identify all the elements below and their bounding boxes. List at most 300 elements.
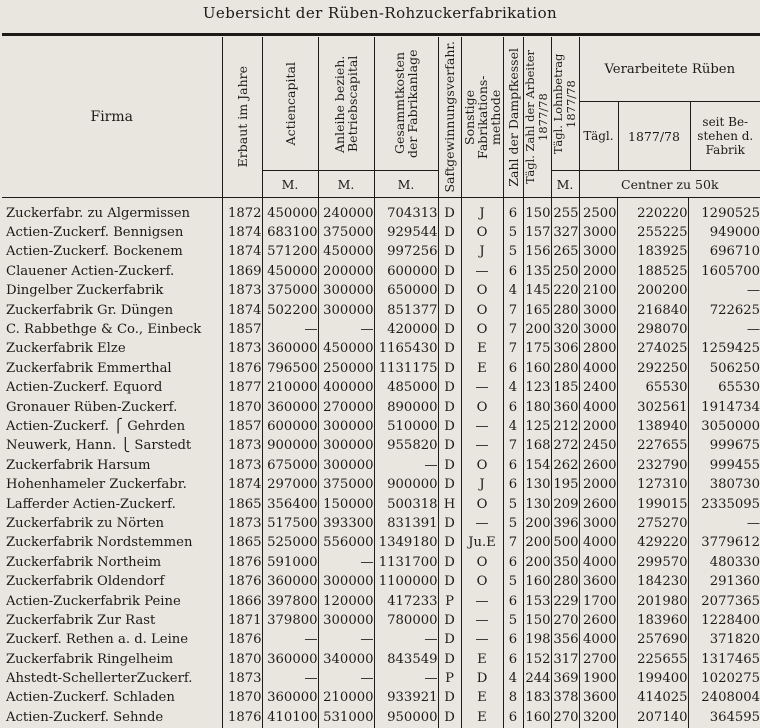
table-cell: 297000: [262, 475, 318, 494]
table-cell: 6: [503, 204, 523, 223]
table-cell: 375000: [262, 282, 318, 301]
table-cell: E: [461, 689, 503, 708]
table-cell: 1914734: [688, 398, 760, 417]
table-cell: 1857: [222, 320, 262, 339]
firma-cell: Gronauer Rüben-Zuckerf.: [2, 398, 222, 417]
table-cell: 1259425: [688, 340, 760, 359]
table-cell: 414025: [617, 689, 688, 708]
firma-cell: Zuckerfabrik Northeim: [2, 553, 222, 572]
table-cell: 7: [503, 437, 523, 456]
table-cell: —: [461, 379, 503, 398]
table-cell: 250: [551, 262, 579, 281]
table-row: [2, 553, 760, 572]
table-cell: 417233: [374, 592, 438, 611]
sugar-factories-table: [2, 37, 760, 728]
table-cell: 1870: [222, 689, 262, 708]
table-cell: 1874: [222, 301, 262, 320]
table-cell: 185: [551, 379, 579, 398]
table-cell: 270000: [318, 398, 374, 417]
table-cell: 157: [523, 223, 551, 242]
table-cell: 200: [523, 553, 551, 572]
table-cell: 1865: [222, 534, 262, 553]
table-cell: J: [461, 243, 503, 262]
table-cell: 250000: [318, 359, 374, 378]
table-cell: 7: [503, 340, 523, 359]
table-cell: 340000: [318, 650, 374, 669]
table-cell: D: [438, 417, 461, 436]
table-cell: 3050000: [688, 417, 760, 436]
table-cell: 506250: [688, 359, 760, 378]
table-cell: 1870: [222, 650, 262, 669]
table-cell: 150000: [318, 495, 374, 514]
table-cell: 198: [523, 631, 551, 650]
table-row: [2, 456, 760, 475]
table-cell: 556000: [318, 534, 374, 553]
header-jahr: 1877/78: [618, 102, 690, 170]
table-cell: 216840: [617, 301, 688, 320]
table-cell: 393300: [318, 514, 374, 533]
firma-cell: Actien-Zuckerf. Bennigsen: [2, 223, 222, 242]
table-cell: 6: [503, 456, 523, 475]
table-cell: 153: [523, 592, 551, 611]
table-cell: 1165430: [374, 340, 438, 359]
table-cell: 199400: [617, 669, 688, 688]
table-cell: 1873: [222, 437, 262, 456]
table-cell: 65530: [617, 379, 688, 398]
table-cell: 6: [503, 650, 523, 669]
table-cell: —: [374, 669, 438, 688]
table-cell: 420000: [374, 320, 438, 339]
table-cell: —: [461, 262, 503, 281]
table-cell: 600000: [374, 262, 438, 281]
table-cell: 6: [503, 398, 523, 417]
table-cell: 933921: [374, 689, 438, 708]
table-cell: 200: [523, 514, 551, 533]
table-cell: 831391: [374, 514, 438, 533]
table-row: [2, 398, 760, 417]
table-row: [2, 631, 760, 650]
table-cell: 327: [551, 223, 579, 242]
table-cell: 292250: [617, 359, 688, 378]
unit-anleihe: M.: [318, 171, 374, 198]
table-cell: 1874: [222, 223, 262, 242]
table-cell: D: [438, 340, 461, 359]
table-cell: 410100: [262, 708, 318, 727]
firma-cell: Actien-Zuckerf. Equord: [2, 379, 222, 398]
table-cell: 1873: [222, 282, 262, 301]
table-cell: 130: [523, 475, 551, 494]
table-cell: 200200: [617, 282, 688, 301]
table-cell: 4: [503, 669, 523, 688]
table-cell: 156: [523, 243, 551, 262]
table-cell: —: [318, 553, 374, 572]
table-cell: H: [438, 495, 461, 514]
table-cell: O: [461, 398, 503, 417]
table-cell: O: [461, 301, 503, 320]
table-cell: 900000: [374, 475, 438, 494]
table-cell: 683100: [262, 223, 318, 242]
table-cell: 929544: [374, 223, 438, 242]
table-cell: 183925: [617, 243, 688, 262]
table-cell: 255225: [617, 223, 688, 242]
table-cell: 2000: [579, 417, 617, 436]
table-cell: 4000: [579, 534, 617, 553]
firma-cell: Zuckerfabr. zu Algermissen: [2, 204, 222, 223]
table-cell: D: [438, 320, 461, 339]
table-cell: 356: [551, 631, 579, 650]
table-cell: 650000: [374, 282, 438, 301]
table-row: [2, 340, 760, 359]
table-cell: E: [461, 708, 503, 727]
table-cell: 3000: [579, 243, 617, 262]
table-cell: D: [438, 398, 461, 417]
table-cell: —: [461, 437, 503, 456]
header-saftgewinnung: Saftgewinnungsverfahr.: [438, 37, 461, 198]
table-cell: D: [438, 262, 461, 281]
table-cell: 3779612: [688, 534, 760, 553]
table-cell: 8: [503, 689, 523, 708]
table-row: [2, 708, 760, 727]
table-cell: D: [438, 514, 461, 533]
table-cell: 209: [551, 495, 579, 514]
table-cell: 2500: [579, 204, 617, 223]
table-cell: 4: [503, 417, 523, 436]
table-cell: 188525: [617, 262, 688, 281]
table-cell: 999455: [688, 456, 760, 475]
table-cell: 1857: [222, 417, 262, 436]
table-cell: 2335095: [688, 495, 760, 514]
table-cell: —: [461, 611, 503, 630]
table-cell: P: [438, 592, 461, 611]
table-cell: 360000: [262, 572, 318, 591]
table-cell: 360000: [262, 398, 318, 417]
table-cell: —: [262, 631, 318, 650]
header-erbaut: Erbaut im Jahre: [222, 37, 262, 198]
table-cell: 5: [503, 611, 523, 630]
table-cell: 7: [503, 534, 523, 553]
table-cell: D: [438, 650, 461, 669]
table-row: [2, 611, 760, 630]
table-cell: D: [438, 282, 461, 301]
table-cell: 510000: [374, 417, 438, 436]
table-cell: 300000: [318, 456, 374, 475]
table-cell: 125: [523, 417, 551, 436]
table-cell: 450000: [318, 243, 374, 262]
table-row: [2, 204, 760, 223]
table-cell: 6: [503, 475, 523, 494]
table-cell: 1873: [222, 514, 262, 533]
table-cell: Ju.E: [461, 534, 503, 553]
table-cell: 1866: [222, 592, 262, 611]
table-cell: 450000: [262, 262, 318, 281]
table-cell: 360: [551, 398, 579, 417]
table-cell: 375000: [318, 223, 374, 242]
table-cell: 1020275: [688, 669, 760, 688]
table-cell: 1700: [579, 592, 617, 611]
table-cell: 949000: [688, 223, 760, 242]
table-cell: 1100000: [374, 572, 438, 591]
table-cell: 272: [551, 437, 579, 456]
table-cell: 2408004: [688, 689, 760, 708]
table-cell: 999675: [688, 437, 760, 456]
firma-cell: Hohenhameler Zuckerfabr.: [2, 475, 222, 494]
table-cell: 1876: [222, 631, 262, 650]
table-cell: 6: [503, 262, 523, 281]
table-cell: 175: [523, 340, 551, 359]
table-cell: 371820: [688, 631, 760, 650]
table-cell: 183960: [617, 611, 688, 630]
table-cell: 1131700: [374, 553, 438, 572]
table-cell: 6: [503, 359, 523, 378]
table-cell: —: [461, 631, 503, 650]
table-cell: 591000: [262, 553, 318, 572]
table-cell: 3200: [579, 708, 617, 727]
header-sonstige: Sonstige Fabrikations- methode: [461, 37, 503, 198]
table-cell: D: [438, 611, 461, 630]
table-row: [2, 475, 760, 494]
table-cell: 280: [551, 572, 579, 591]
table-cell: 950000: [374, 708, 438, 727]
table-cell: 265: [551, 243, 579, 262]
table-cell: 1290525: [688, 204, 760, 223]
table-row: [2, 243, 760, 262]
table-cell: O: [461, 282, 503, 301]
table-cell: —: [461, 592, 503, 611]
table-cell: 450000: [318, 340, 374, 359]
firma-cell: Zuckerfabrik zu Nörten: [2, 514, 222, 533]
table-cell: —: [461, 514, 503, 533]
table-cell: 2800: [579, 340, 617, 359]
table-cell: 183: [523, 689, 551, 708]
table-row: [2, 650, 760, 669]
table-cell: 360000: [262, 689, 318, 708]
table-cell: 2400: [579, 379, 617, 398]
table-cell: D: [438, 631, 461, 650]
table-cell: D: [438, 243, 461, 262]
table-cell: 450000: [262, 204, 318, 223]
table-cell: 227655: [617, 437, 688, 456]
firma-cell: C. Rabbethge & Co., Einbeck: [2, 320, 222, 339]
table-cell: O: [461, 456, 503, 475]
table-cell: D: [438, 359, 461, 378]
table-cell: 2600: [579, 611, 617, 630]
table-cell: 1317465: [688, 650, 760, 669]
table-cell: 380730: [688, 475, 760, 494]
table-row: [2, 669, 760, 688]
table-cell: 5: [503, 514, 523, 533]
table-cell: —: [318, 320, 374, 339]
table-cell: D: [438, 534, 461, 553]
table-cell: 3000: [579, 320, 617, 339]
table-cell: 3000: [579, 514, 617, 533]
table-row: [2, 572, 760, 591]
table-cell: 152: [523, 650, 551, 669]
table-cell: 201980: [617, 592, 688, 611]
table-cell: 165: [523, 301, 551, 320]
table-cell: 2000: [579, 262, 617, 281]
table-cell: 500: [551, 534, 579, 553]
firma-cell: Actien-Zuckerf. Sehnde: [2, 708, 222, 727]
table-cell: 200: [523, 534, 551, 553]
table-cell: 150: [523, 204, 551, 223]
table-cell: 160: [523, 708, 551, 727]
table-cell: 4: [503, 282, 523, 301]
table-cell: 150: [523, 611, 551, 630]
table-cell: 4000: [579, 398, 617, 417]
table-cell: —: [374, 631, 438, 650]
table-cell: 3000: [579, 223, 617, 242]
table-cell: D: [438, 689, 461, 708]
table-cell: 300000: [318, 611, 374, 630]
firma-cell: Zuckerfabrik Gr. Düngen: [2, 301, 222, 320]
table-cell: 1900: [579, 669, 617, 688]
top-rule: [2, 33, 760, 36]
table-cell: 1873: [222, 669, 262, 688]
table-cell: 5: [503, 223, 523, 242]
table-cell: 1877: [222, 379, 262, 398]
table-row: [2, 262, 760, 281]
table-cell: 955820: [374, 437, 438, 456]
table-cell: 851377: [374, 301, 438, 320]
table-cell: —: [461, 417, 503, 436]
table-cell: 843549: [374, 650, 438, 669]
table-cell: O: [461, 223, 503, 242]
table-row: [2, 592, 760, 611]
firma-cell: Actien-Zuckerf. Schladen: [2, 689, 222, 708]
table-row: [2, 359, 760, 378]
page-title: Uebersicht der Rüben-Rohzuckerfabrikation: [0, 4, 760, 22]
table-cell: 890000: [374, 398, 438, 417]
table-cell: 200: [523, 320, 551, 339]
table-cell: 400000: [318, 379, 374, 398]
table-cell: D: [438, 708, 461, 727]
table-cell: 300000: [318, 417, 374, 436]
table-cell: 1228400: [688, 611, 760, 630]
unit-gesammtkosten: M.: [374, 171, 438, 198]
table-cell: 291360: [688, 572, 760, 591]
table-cell: 229: [551, 592, 579, 611]
table-cell: D: [438, 437, 461, 456]
table-cell: D: [438, 301, 461, 320]
table-cell: 3000: [579, 301, 617, 320]
table-cell: —: [688, 282, 760, 301]
table-cell: 360000: [262, 650, 318, 669]
table-cell: 1876: [222, 359, 262, 378]
table-cell: E: [461, 340, 503, 359]
table-cell: 6: [503, 631, 523, 650]
table-cell: 1865: [222, 495, 262, 514]
table-cell: 1873: [222, 340, 262, 359]
table-cell: 184230: [617, 572, 688, 591]
table-cell: O: [461, 495, 503, 514]
table-cell: 396: [551, 514, 579, 533]
table-cell: D: [438, 223, 461, 242]
firma-cell: Actien-Zuckerfabrik Peine: [2, 592, 222, 611]
table-cell: —: [318, 669, 374, 688]
table-cell: 600000: [262, 417, 318, 436]
table-cell: 2077365: [688, 592, 760, 611]
table-cell: D: [438, 379, 461, 398]
table-cell: 240000: [318, 204, 374, 223]
table-cell: 300000: [318, 301, 374, 320]
header-firma: Firma: [2, 37, 222, 198]
table-cell: 200000: [318, 262, 374, 281]
table-cell: 7: [503, 301, 523, 320]
firma-cell: Ahstedt-SchellerterZuckerf.: [2, 669, 222, 688]
table-cell: 210000: [262, 379, 318, 398]
table-cell: —: [374, 456, 438, 475]
header-anleihe: Anleihe bezieh. Betriebscapital: [318, 37, 374, 171]
firma-cell: Clauener Actien-Zuckerf.: [2, 262, 222, 281]
table-row: [2, 534, 760, 553]
table-cell: 280: [551, 359, 579, 378]
table-row: [2, 320, 760, 339]
table-cell: —: [688, 514, 760, 533]
table-cell: 1873: [222, 456, 262, 475]
table-cell: O: [461, 553, 503, 572]
header-verarbeitete: Verarbeitete Rüben: [580, 37, 760, 102]
table-cell: 4000: [579, 553, 617, 572]
table-cell: 1874: [222, 243, 262, 262]
table-cell: J: [461, 204, 503, 223]
firma-cell: Neuwerk, Hann. ⎩ Sarstedt: [2, 437, 222, 456]
table-cell: D: [438, 456, 461, 475]
table-cell: 3600: [579, 689, 617, 708]
table-cell: 160: [523, 572, 551, 591]
table-cell: 1869: [222, 262, 262, 281]
table-cell: 275270: [617, 514, 688, 533]
table-cell: 210000: [318, 689, 374, 708]
table-cell: 262: [551, 456, 579, 475]
header-actiencapital: Actiencapital: [262, 37, 318, 171]
table-row: [2, 417, 760, 436]
table-cell: 300000: [318, 572, 374, 591]
table-cell: E: [461, 650, 503, 669]
table-cell: D: [438, 475, 461, 494]
table-cell: D: [461, 669, 503, 688]
table-cell: 317: [551, 650, 579, 669]
table-cell: 212: [551, 417, 579, 436]
table-cell: 1874: [222, 475, 262, 494]
unit-centner: Centner zu 50k: [579, 171, 760, 198]
table-row: [2, 379, 760, 398]
table-cell: O: [461, 320, 503, 339]
firma-cell: Zuckerfabrik Zur Rast: [2, 611, 222, 630]
table-row: [2, 223, 760, 242]
table-cell: 485000: [374, 379, 438, 398]
unit-actiencapital: M.: [262, 171, 318, 198]
firma-cell: Zuckerfabrik Elze: [2, 340, 222, 359]
table-cell: 299570: [617, 553, 688, 572]
table-cell: 2600: [579, 456, 617, 475]
table-cell: 2100: [579, 282, 617, 301]
table-cell: —: [262, 669, 318, 688]
table-cell: 298070: [617, 320, 688, 339]
table-cell: 195: [551, 475, 579, 494]
table-cell: 138940: [617, 417, 688, 436]
table-cell: 6: [503, 553, 523, 572]
table-cell: 2700: [579, 650, 617, 669]
table-cell: 130: [523, 495, 551, 514]
table-cell: 65530: [688, 379, 760, 398]
table-cell: 5: [503, 495, 523, 514]
table-row: [2, 689, 760, 708]
table-cell: 796500: [262, 359, 318, 378]
table-cell: 480330: [688, 553, 760, 572]
table-cell: 7: [503, 320, 523, 339]
unit-lohnbetrag: M.: [551, 171, 579, 198]
table-cell: 722625: [688, 301, 760, 320]
